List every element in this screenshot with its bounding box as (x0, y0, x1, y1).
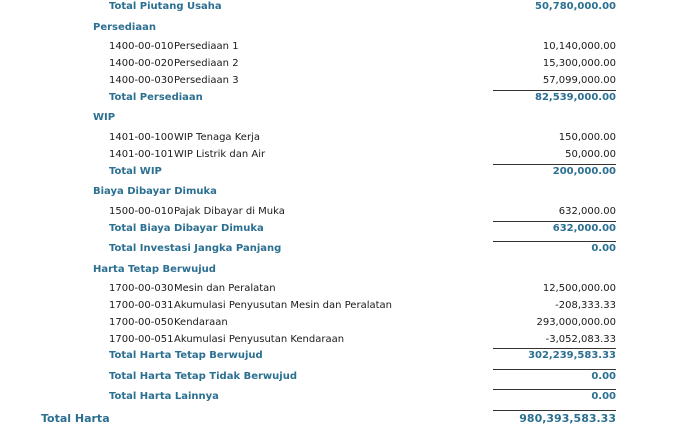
section-heading: WIP (93, 112, 116, 123)
total-amount: 302,239,583.33 (528, 350, 616, 361)
total-row-biaya-dibayar-dimuka (0, 220, 700, 238)
grand-total-label: Total Harta (41, 412, 110, 425)
total-amount: 0.00 (591, 243, 616, 254)
account-name: WIP Listrik dan Air (174, 149, 266, 160)
total-amount: 632,000.00 (552, 223, 616, 234)
total-row-piutang-usaha (0, 0, 700, 16)
total-label: Total Harta Tetap Berwujud (109, 350, 263, 361)
total-label: Total Piutang Usaha (109, 1, 222, 12)
account-amount: 632,000.00 (558, 206, 616, 217)
account-row (0, 280, 700, 298)
account-row (0, 38, 700, 56)
total-amount: 50,780,000.00 (535, 1, 616, 12)
account-row (0, 146, 700, 164)
account-code: 1500-00-010 (109, 206, 174, 217)
section-heading: Harta Tetap Berwujud (93, 264, 216, 275)
account-code: 1700-00-031 (109, 300, 174, 311)
account-amount: 50,000.00 (565, 149, 616, 160)
account-amount: -208,333.33 (555, 300, 616, 311)
account-name: Akumulasi Penyusutan Mesin dan Peralatan (174, 300, 392, 311)
account-row (0, 55, 700, 73)
account-code: 1700-00-050 (109, 317, 174, 328)
account-amount: 15,300,000.00 (542, 58, 616, 69)
account-amount: 293,000,000.00 (536, 317, 616, 328)
total-row-harta-lainnya (0, 388, 700, 406)
total-label: Total Harta Tetap Tidak Berwujud (109, 371, 297, 382)
section-heading-wip (0, 109, 700, 127)
account-name: Pajak Dibayar di Muka (174, 206, 285, 217)
account-amount: 12,500,000.00 (542, 283, 616, 294)
account-name: Kendaraan (174, 317, 228, 328)
total-row-wip (0, 163, 700, 181)
account-name: Persediaan 2 (174, 58, 239, 69)
total-row-investasi-jangka-panjang (0, 240, 700, 258)
total-label: Total Investasi Jangka Panjang (109, 243, 282, 254)
section-heading-persediaan (0, 19, 700, 37)
grand-total-row (0, 409, 700, 429)
account-amount: 10,140,000.00 (542, 41, 616, 52)
account-amount: 57,099,000.00 (542, 75, 616, 86)
account-code: 1400-00-020 (109, 58, 174, 69)
total-label: Total Persediaan (109, 92, 203, 103)
section-heading-biaya-dibayar-dimuka (0, 183, 700, 201)
total-amount: 82,539,000.00 (535, 92, 616, 103)
account-code: 1400-00-030 (109, 75, 174, 86)
account-code: 1401-00-100 (109, 132, 174, 143)
account-row (0, 297, 700, 315)
account-amount: -3,052,083.33 (545, 334, 616, 345)
account-code: 1400-00-010 (109, 41, 174, 52)
account-code: 1700-00-051 (109, 334, 174, 345)
section-heading: Biaya Dibayar Dimuka (93, 186, 217, 197)
account-name: Akumulasi Penyusutan Kendaraan (174, 334, 345, 345)
account-name: WIP Tenaga Kerja (174, 132, 260, 143)
account-name: Persediaan 1 (174, 41, 239, 52)
account-amount: 150,000.00 (558, 132, 616, 143)
account-name: Persediaan 3 (174, 75, 239, 86)
section-heading: Persediaan (93, 22, 156, 33)
total-row-persediaan (0, 89, 700, 107)
total-label: Total Biaya Dibayar Dimuka (109, 223, 264, 234)
section-heading-harta-tetap-berwujud (0, 261, 700, 279)
total-label: Total Harta Lainnya (109, 391, 219, 402)
total-row-harta-tetap-tidak-berwujud (0, 368, 700, 386)
total-amount: 0.00 (591, 391, 616, 402)
account-code: 1401-00-101 (109, 149, 174, 160)
account-row (0, 129, 700, 147)
total-label: Total WIP (109, 166, 162, 177)
total-row-harta-tetap-berwujud (0, 347, 700, 365)
grand-total-amount: 980,393,583.33 (519, 412, 616, 425)
account-code: 1700-00-030 (109, 283, 174, 294)
total-amount: 200,000.00 (552, 166, 616, 177)
total-amount: 0.00 (591, 371, 616, 382)
account-name: Mesin dan Peralatan (174, 283, 276, 294)
account-row (0, 72, 700, 90)
account-row (0, 314, 700, 332)
account-row (0, 203, 700, 221)
